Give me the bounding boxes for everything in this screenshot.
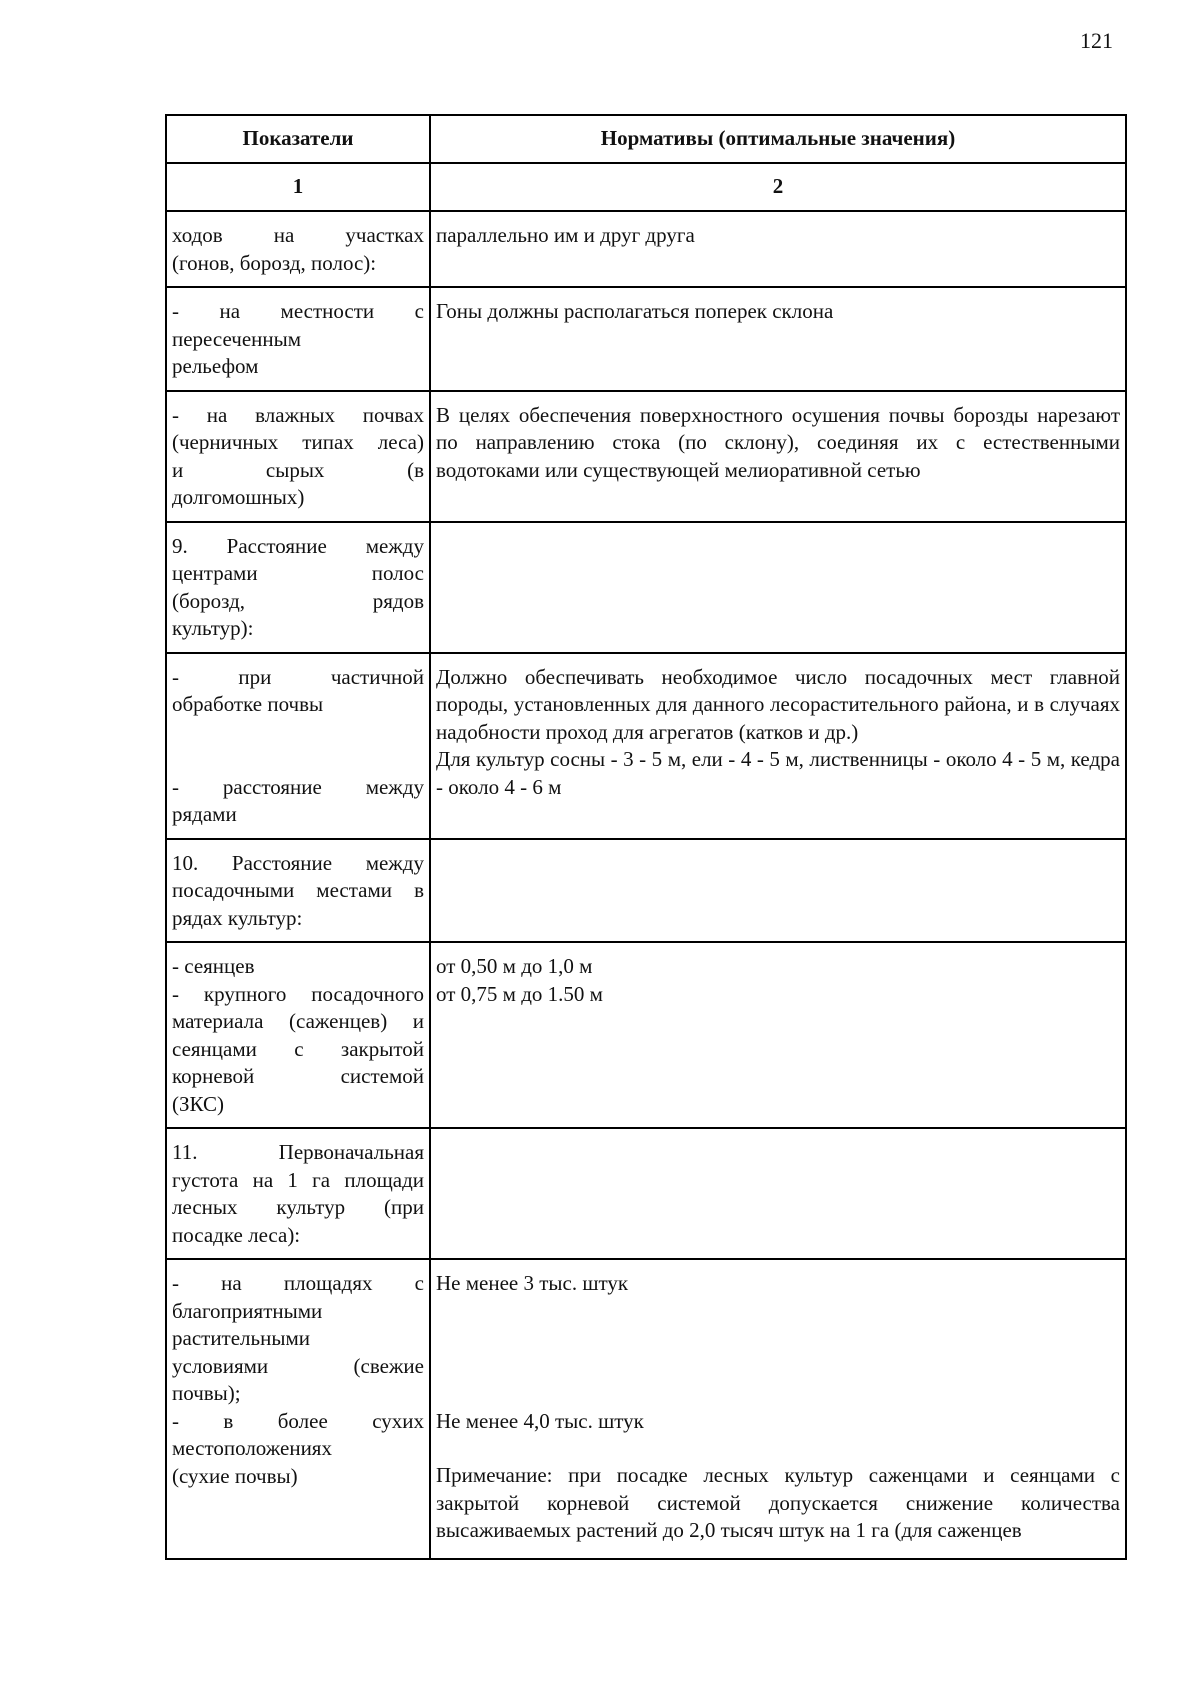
column-number-row [166,163,1126,211]
spacer [436,1298,1120,1408]
table-row [166,839,1126,943]
indicator-line: посадке леса): [172,1222,301,1247]
indicator-line: пересеченным [172,326,302,351]
table-row [166,942,1126,1128]
indicator-line: (сухие почвы) [172,1463,298,1488]
table-row [166,287,1126,391]
indicator-line: обработке почвы [172,692,324,716]
indicator-line: густота на 1 га площади [172,1167,424,1192]
column-number-1: 1 [166,163,430,211]
norm-text: Для культур сосны - 3 - 5 м, ели - 4 - 5 м, лиственницы - около 4 - 5 м, кедра - около 4 - 6 м [436,747,1120,799]
indicator-line: центрами полос [172,561,424,585]
norm-text: Не менее 3 тыс. штук [436,1271,629,1295]
row-indicator-cell [166,522,430,653]
norm-text: от 0,75 м до 1.50 м [436,981,603,1006]
indicator-line: посадочными местами в [172,878,424,902]
row-norm-cell [430,1259,1126,1559]
indicator-line: ходов на участках [172,223,424,247]
row-norm-cell [430,522,1126,653]
header-norms: Нормативы (оптимальные значения) [430,115,1126,163]
row-norm-cell [430,942,1126,1128]
spacer [172,719,424,774]
indicator-line: лесных культур (при [172,1195,424,1219]
row-norm-cell [430,211,1126,287]
page-number: 121 [1080,28,1113,53]
table-row [166,1259,1126,1559]
indicator-line: - расстояние между [172,774,424,799]
table-row [166,1128,1126,1259]
indicator-line: - на местности с [172,299,424,323]
indicator-line: 11. Первоначальная [172,1140,424,1164]
row-norm-cell [430,839,1126,943]
indicator-line: растительными [172,1326,310,1350]
row-norm-cell [430,287,1126,391]
indicator-line: рядами [172,802,237,826]
indicator-line: 10. Расстояние между [172,850,424,875]
table-row [166,522,1126,653]
indicator-line: - в более сухих [172,1408,424,1433]
spacer [436,1435,1120,1462]
row-indicator-cell [166,1128,430,1259]
indicator-line: культур): [172,616,254,640]
indicator-line: и сырых (в [172,457,424,482]
norm-text: от 0,50 м до 1,0 м [436,954,593,978]
row-indicator-cell [166,391,430,522]
indicator-line: - крупного посадочного [172,981,424,1006]
table-row [166,653,1126,839]
indicator-line: почвы); [172,1381,241,1405]
indicator-line: - сеянцев [172,954,255,978]
row-indicator-cell [166,942,430,1128]
table-header-row [166,115,1126,163]
indicator-line: благоприятными [172,1298,323,1323]
indicator-line: (борозд, рядов [172,588,424,613]
indicator-line: 9. Расстояние между [172,533,424,558]
norm-text: параллельно им и друг друга [436,223,695,247]
row-indicator-cell [166,211,430,287]
row-indicator-cell [166,287,430,391]
norm-text: В целях обеспечения поверхностного осушения почвы борозды нарезают по направлению стока (по склону), соединяя их с естественными водотоками или существующей мелиоративной сетью [436,402,1120,482]
indicator-line: условиями (свежие [172,1353,424,1378]
row-norm-cell [430,391,1126,522]
norm-text: Гоны должны располагаться поперек склона [436,299,834,323]
indicator-line: местоположениях [172,1436,332,1460]
indicator-line: (гонов, борозд, полос): [172,250,377,275]
row-indicator-cell [166,839,430,943]
indicator-line: материала (саженцев) и [172,1009,424,1033]
column-number-2: 2 [430,163,1126,211]
indicator-line: сеянцами с закрытой [172,1036,424,1061]
indicator-line: (ЗКС) [172,1091,224,1116]
row-indicator-cell [166,653,430,839]
indicator-line: рельефом [172,354,259,378]
table-row [166,211,1126,287]
indicator-line: долгомошных) [172,485,305,509]
indicator-line: - при частичной [172,664,424,689]
norms-table [165,114,1127,1560]
indicator-line: - на влажных почвах [172,402,424,427]
header-indicators: Показатели [166,115,430,163]
row-indicator-cell [166,1259,430,1559]
row-norm-cell [430,1128,1126,1259]
indicator-line: корневой системой [172,1064,424,1088]
indicator-line: - на площадях с [172,1271,424,1295]
note-text: Примечание: при посадке лесных культур саженцами и сеянцами с закрытой корневой системой допускается снижение количества высаживаемых растений до 2,0 тысяч штук на 1 га (для саженцев [436,1463,1120,1542]
row-norm-cell [430,653,1126,839]
indicator-line: рядах культур: [172,905,303,930]
table-row [166,391,1126,522]
norm-text: Не менее 4,0 тыс. штук [436,1408,644,1433]
indicator-line: (черничных типах леса) [172,430,424,454]
norm-text: Должно обеспечивать необходимое число посадочных мест главной породы, установленных для данного лесорастительного района, и в случаях надобности проход для агрегатов (катков и др.) [436,664,1120,744]
